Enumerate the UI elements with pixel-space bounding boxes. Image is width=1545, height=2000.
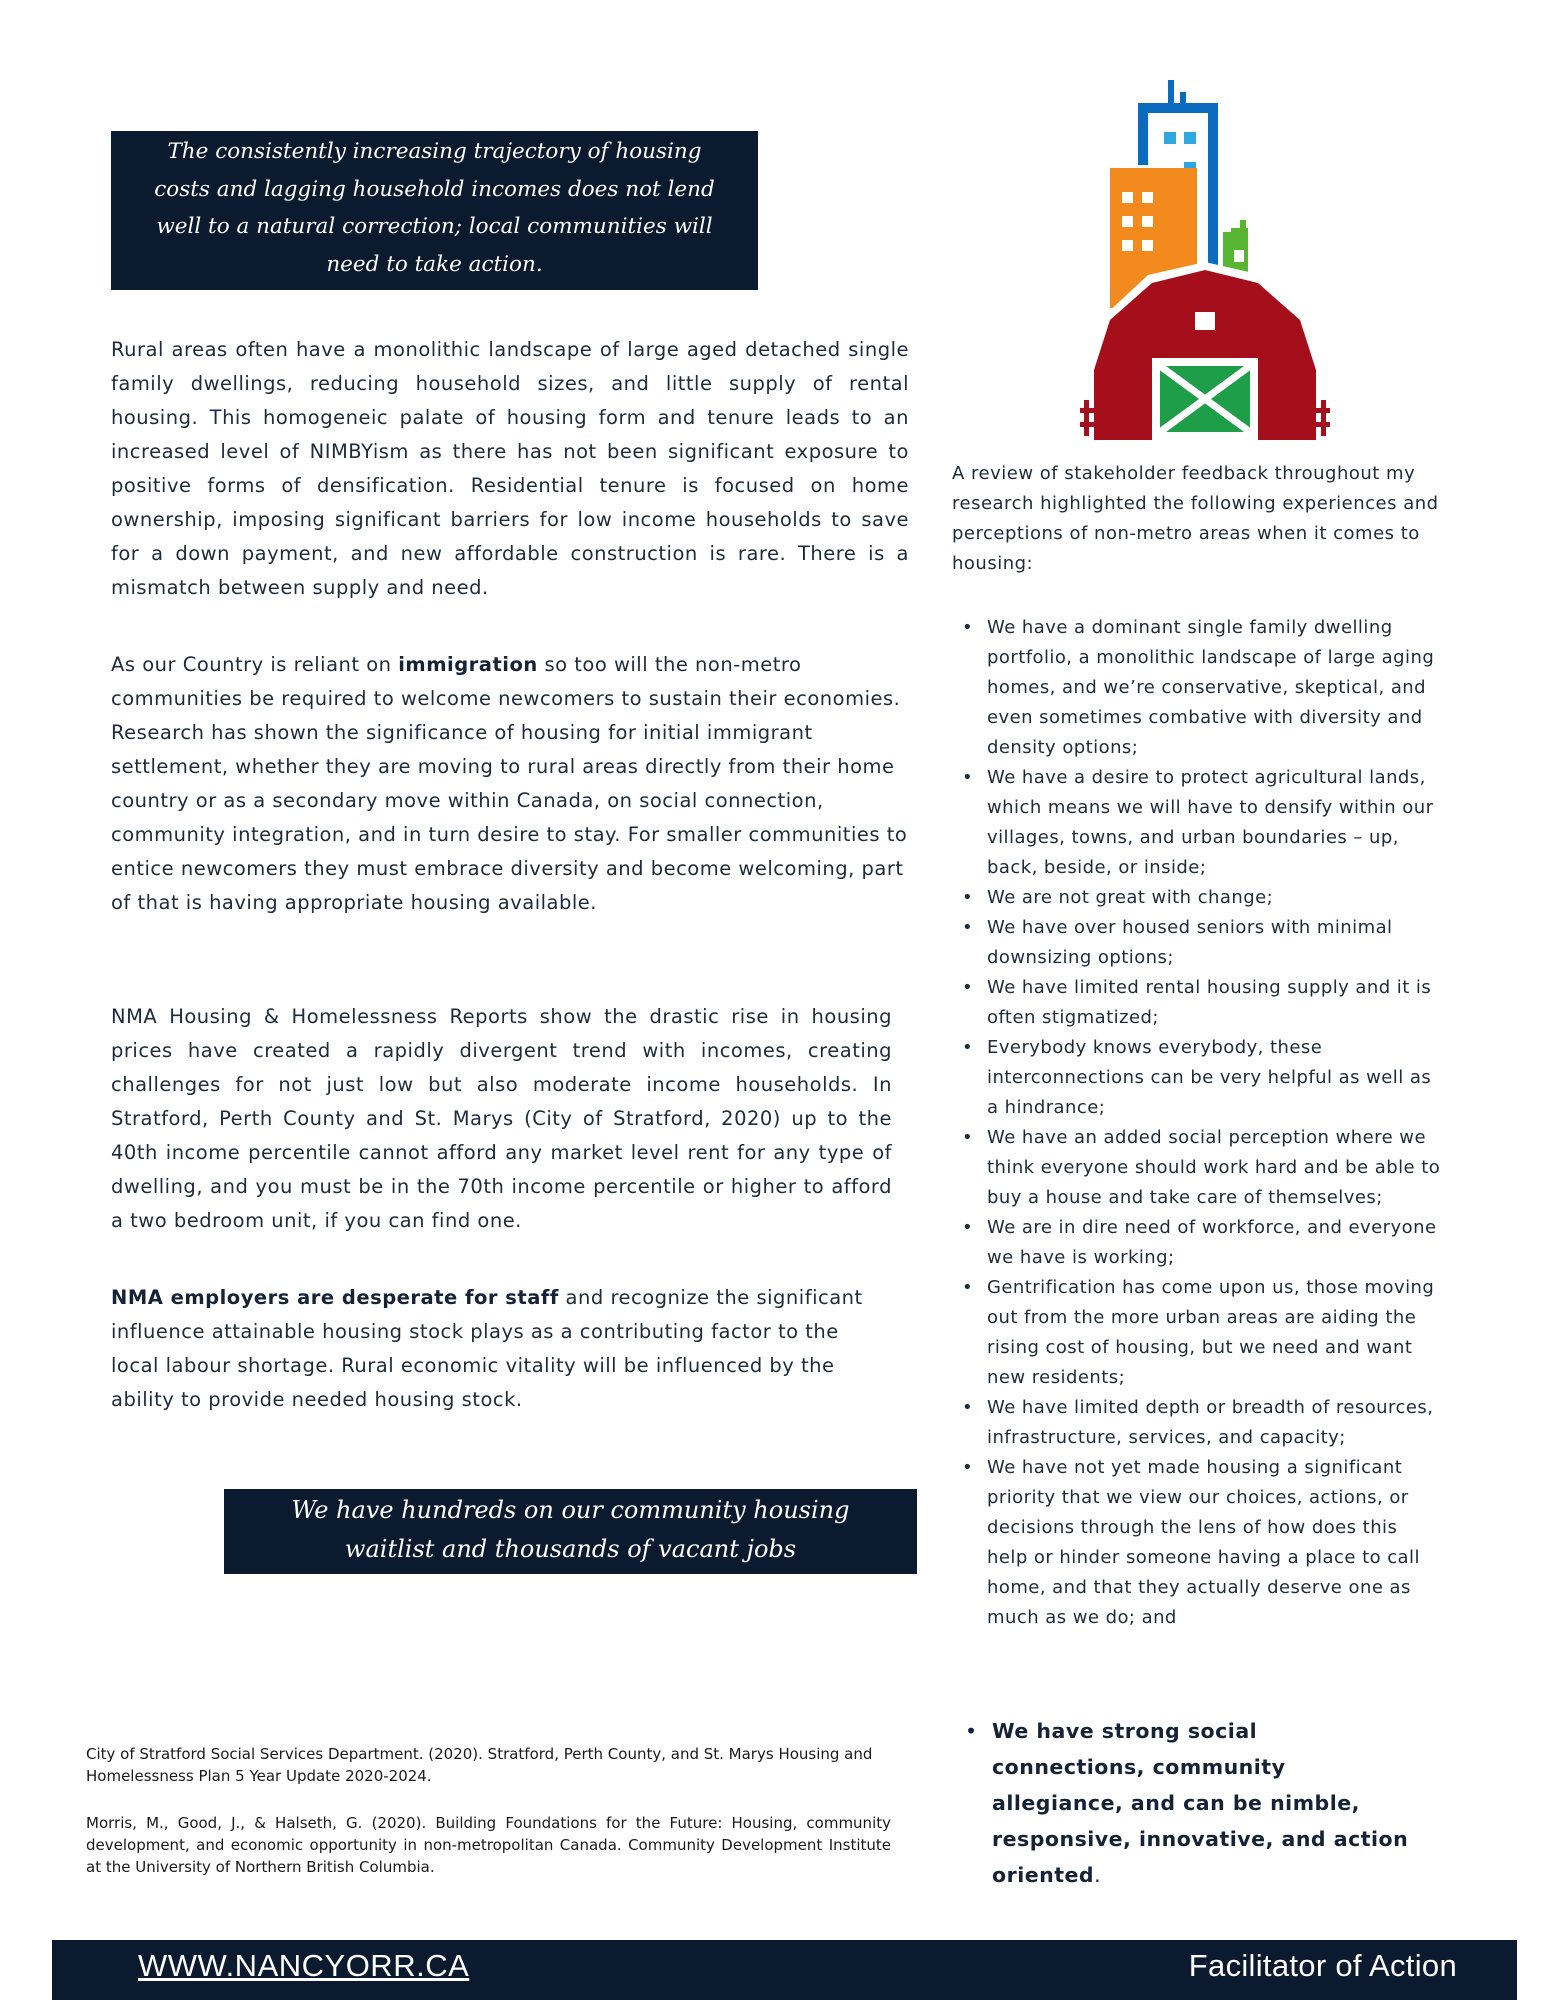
paragraph-employers-body: and recognize the significant influence attainable housing stock plays as a contributing factor to the local labour shortage. Rural economic vitality will be influenced by the ability to provide needed housing stock. [111,1286,863,1411]
pull-quote-top-text: The consistently increasing trajectory of housing costs and lagging household incomes does not lend well to a natural correction; local communities will need to take action. [154,139,715,277]
pull-quote-bottom [224,1489,917,1574]
footer-tagline: Facilitator of Action [1188,1948,1457,1983]
list-item: • We have an added social perception where we think everyone should work hard and be able to buy a house and take care of themselves; [962,1123,1442,1213]
paragraph-immigration-body: so too will the non-metro communities be required to welcome newcomers to sustain their economies. Research has shown the significance of housing for initial immigrant settlement, whether they are moving to rural areas directly from their home country or as a secondary move within Canada, on social connection, community integration, and in turn desire to stay. For smaller communities to entice newcomers they must embrace diversity and become welcoming, part of that is having appropriate housing available. [111,653,908,914]
footer-bar [52,1940,1517,2000]
pull-quote-bottom-text: We have hundreds on our community housing waitlist and thousands of vacant jobs [291,1496,850,1563]
list-item: • We have limited depth or breadth of resources, infrastructure, services, and capacity; [962,1393,1442,1453]
list-item: • We have over housed seniors with minimal downsizing options; [962,913,1442,973]
barn-city-logo-icon [1080,80,1330,445]
final-punctuation: . [1094,1863,1102,1887]
employers-emphasis: NMA employers are desperate for staff [111,1286,559,1309]
final-bullet-list [965,1713,1415,1893]
list-item: • We have limited rental housing supply and it is often stigmatized; [962,973,1442,1033]
paragraph-immigration [111,648,911,920]
list-item: • Everybody knows everybody, these interconnections can be very helpful as well as a hindrance; [962,1033,1442,1123]
list-item: • We have a desire to protect agricultural lands, which means we will have to densify within our villages, towns, and urban boundaries – up, back, beside, or inside; [962,763,1442,883]
website-link[interactable]: WWW.NANCYORR.CA [138,1948,470,1983]
paragraph-employers [111,1281,892,1417]
list-item: • We have not yet made housing a significant priority that we view our choices, actions, or decisions through the lens of how does this help or hinder someone having a place to call home, and that they actually deserve one as much as we do; and [962,1453,1442,1633]
stakeholder-bullet-list [962,613,1442,1633]
list-item: • We have a dominant single family dwelling portfolio, a monolithic landscape of large aging homes, and we’re conservative, skeptical, and even sometimes combative with diversity and density options; [962,613,1442,763]
immigration-emphasis: immigration [398,653,538,676]
list-item: • We are not great with change; [962,883,1442,913]
reference-morris: Morris, M., Good, J., & Halseth, G. (2020). Building Foundations for the Future: Housing, community development, and economic opportunity in non-metropolitan Canada. Community Development Institute at the University of Northern British Columbia. [86,1814,891,1876]
paragraph-nma-reports: NMA Housing & Homelessness Reports show the drastic rise in housing prices have created a rapidly divergent trend with incomes, creating challenges for not just low but also moderate income households. In Stratford, Perth County and St. Marys (City of Stratford, 2020) up to the 40th income percentile cannot afford any market level rent for any type of dwelling, and you must be in the 70th income percentile or higher to afford a two bedroom unit, if you can find one. [111,1005,892,1232]
reference-stratford: City of Stratford Social Services Department. (2020). Stratford, Perth County, and St. Marys Housing and Homelessness Plan 5 Year Update 2020-2024. [86,1745,873,1785]
list-item: • We are in dire need of workforce, and everyone we have is working; [962,1213,1442,1273]
list-item: • Gentrification has come upon us, those moving out from the more urban areas are aiding the rising cost of housing, but we need and want new residents; [962,1273,1442,1393]
paragraph-immigration-lead: As our Country is reliant on [111,653,399,676]
final-list-item [965,1713,1415,1893]
final-emphasis: We have strong social connections, community allegiance, and can be nimble, responsive, innovative, and action oriented [992,1719,1409,1887]
pull-quote-top [111,131,758,290]
stakeholder-intro: A review of stakeholder feedback throughout my research highlighted the following experiences and perceptions of non-metro areas when it comes to housing: [952,463,1439,574]
paragraph-rural-areas: Rural areas often have a monolithic landscape of large aged detached single family dwellings, reducing household sizes, and little supply of rental housing. This homogeneic palate of housing form and tenure leads to an increased level of NIMBYism as there has not been significant exposure to positive forms of densification. Residential tenure is focused on home ownership, imposing significant barriers for low income households to save for a down payment, and new affordable construction is rare. There is a mismatch between supply and need. [111,338,909,599]
